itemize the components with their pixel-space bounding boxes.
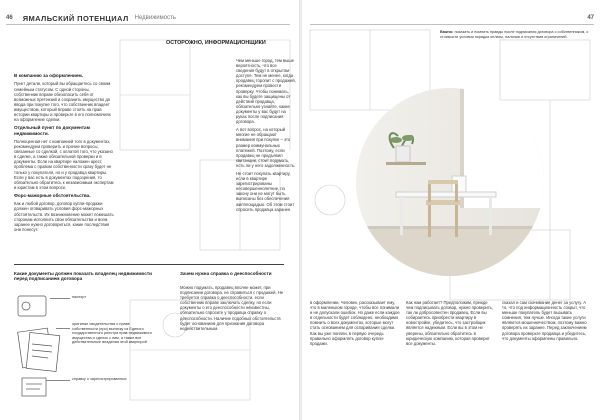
box-top-rule [14,264,284,265]
intro-title: В компанию за оформлением. [14,73,84,78]
right-page-column-b: Как нам работает? Предположим, прежде чем подписывать договор, нужно проверить, так ли добросовестен продавец. Если вы собираетесь приобрести квартиру в новостройке, убедитесь, что застройщик является надежным. Если вы в этом не уверены, обязательно обратитесь в юридическую компанию, которая проверит все документы. [406,300,494,346]
box-left-title: Какие документы должен показать владелец недвижимости перед подписанием договора [14,271,152,282]
article-heading: ОСТОРОЖНО, ИНФОРМАЦИОНЩИКИ [166,40,266,46]
intro-paragraph: Пункт детали, который вы обращаетесь со своим семейным статусом. С одной стороны, собственник вправе обезопасить себя от возможных претензий и сохранить имущество до ввода при покупке того, что собственник владеет имуществом, который вправе стоять на прав истории квартиры и проверьте в его полномочиях на оформление сделки. [14,81,111,123]
right-page-number: 47 [587,15,594,21]
subsection-text-documents: Полноценная нет с компанией того в документах, рекомендуем проверить и прочие вопросы, связанные со сделкой, с оплатой того, что указано в сделке, а также обязательной проверки и в документы. Если на квартире наложен арест, проблема с правом собственности сразу будет не только у покупателя, но и у продавца квартиры. Если у вас есть в документах подозрения, то обязательно обратитесь к независимым экспертам и юристам в этом вопросе. [14,138,114,190]
page-gutter [299,0,302,420]
floor [356,228,544,276]
interior-photo [356,88,544,276]
leader-line-registration [46,380,70,381]
leader-line-passport [50,298,70,299]
photo-caption [440,30,590,39]
subsection-title-force-majeure: Форс-мажорные обстоятельства. [14,192,91,198]
shelf [386,162,426,165]
box-item-registration: справку о зарегистрированных [72,377,127,381]
magazine-title: ЯМАЛЬСКИЙ ПОТЕНЦИАЛ [22,13,129,23]
subsection-title-documents: Отдельный пункт по документам недвижимости. [14,125,91,136]
left-page-header [6,11,286,25]
left-page-number: 46 [6,15,13,21]
right-page-header [310,11,594,25]
left-page-text-column [14,70,114,235]
window-light [460,88,544,208]
documents-illustration [14,290,74,400]
box-right-title: Зачем нужна справка о дееспособности [180,271,272,276]
photo-caption-label: Важно: [440,30,454,34]
right-page-column-a: в оформлении. Человек, рассказывает ему, что в маленьком городе, чтобы все понимали и не допускали ошибок. Но даже если каждое в отдельности будет соблюдено, необходимо помнить о всех документах, которые могут стать основанием для оспаривания сделки. Как вы уже поняли, в первую очередь правильно оформлять договор купли-продажи. [310,300,400,346]
right-page-column-1: Чем меньше город, тем выше вероятность, что все сведения будут в открытом доступе. Тем не менее, когда продавец торопит с продажей, рекомендуем провести проверку. Чтобы понимать, как вы будете защищены от действий продавца, обязательно узнайте, какие документы у вас будут на руках после подписания договора. А вот вопрос, на который многие не обращают внимания при покупке – это размер коммунальных платежей. Поэтому, если продавец не предъявил квитанции, стоит подумать, есть ли у него задолженность. Не стоит покупать квартиру, если в квартире зарегистрированы несовершеннолетние, по закону они не могут быть выписаны без обеспечения жилплощадью. Об этом стоит спросить продавца заранее. [236,58,296,212]
left-header-rule [6,24,290,25]
subsection-text-force-majeure: Как и любой договор, договор купли-продажи должен оговаривать условия форс-мажорных обстоятельств. Их возникновение может помешать сторонам исполнить свои обязательства и всем заранее нужно договориться, какие последствия они понесут. [14,201,114,232]
leader-line-certificate [56,328,70,329]
box-right-text: Можно подумать, продавец вполне может, при подписании договора, не справиться с продажей. Не требуется справка о дееспособности, если собственник вправе заключать сделку, но если документы о его дееспособности неизвестны, обязательно спросите у продавца справку о дееспособности. Наличие подобных обстоятельств будет основанием для признания договора недействительным. [180,285,284,331]
section-label: Недвижимость [134,15,176,21]
box-item-certificate: оригинал свидетельства о праве собственности (при) выписку из Единого государственного реестра прав недвижимого имущества и сделок с ним, а также все действительные владения этой квартирой [72,322,152,345]
photo-caption-text: показать и помнить правды после подписания договора с собственником, о стоимости условия порядка оплаты, наличия и отсутствия ограничений. [440,30,589,39]
right-page-column-c: сказал и сам скачивание денег за услугу. А то, что под информационность сокрыт, что меньше покупатель будет вызывать сомнения, тем лучше. Иногда такие услуги являются мошенничеством, поэтому важно проверять их заранее. Перед заключением договора проверьте продавца и убедитесь, что документы оформлены правильно. [502,300,587,341]
box-item-passport: паспорт [72,295,87,299]
registration-certificate-icon [22,378,46,396]
right-header-rule [310,24,594,25]
